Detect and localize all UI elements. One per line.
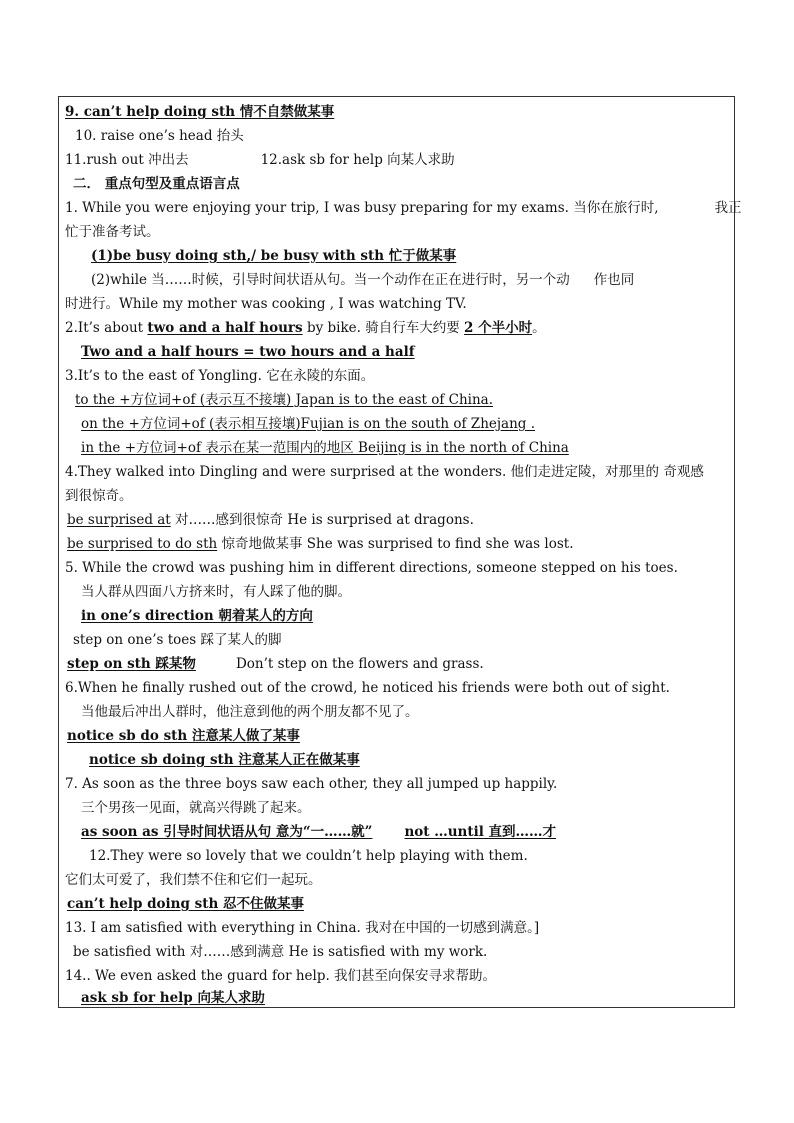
document-frame (58, 96, 742, 1008)
line-28: notice sb doing sth 注意某人正在做某事 (89, 752, 360, 768)
line-27: notice sb do sth 注意某人做了某事 (67, 728, 300, 744)
line-21: 当人群从四面八方挤来时，有人踩了他的脚。 (81, 584, 351, 600)
line-19: be surprised to do sth 惊奇地做某事 She was surprised to find she was lost. (67, 536, 574, 552)
line-1: 9. can’t help doing sth 情不自禁做某事 (65, 104, 335, 120)
line-13: to the +方位词+of (表示互不接壤) Japan is to the east of China. (75, 392, 493, 408)
line-5: 1. While you were enjoying your trip, I was busy preparing for my exams. 当你在旅行时, 我正 (65, 200, 742, 216)
line-32: 12.They were so lovely that we couldn’t help playing with them. (89, 848, 528, 864)
line-8: (2)while 当……时候，引导时间状语从句。当一个动作在正在进行时，另一个动 作也同 (91, 272, 635, 288)
line-11: Two and a half hours = two hours and a half (81, 344, 415, 360)
line-22: in one’s direction 朝着某人的方向 (81, 608, 313, 624)
line-6: 忙于准备考试。 (65, 224, 160, 240)
line-14: on the +方位词+of (表示相互接壤)Fujian is on the south of Zhejang . (81, 416, 536, 432)
line-12: 3.It’s to the east of Yongling. 它在永陵的东面。 (65, 368, 375, 384)
line-36: be satisfied with 对……感到满意 He is satisfied with my work. (73, 944, 488, 960)
line-38: ask sb for help 向某人求助 (81, 990, 265, 1006)
line-20: 5. While the crowd was pushing him in different directions, someone stepped on his toes. (65, 560, 678, 576)
line-37: 14.. We even asked the guard for help. 我们甚至向保安寻求帮助。 (65, 968, 497, 984)
line-3: 11.rush out 冲出去 12.ask sb for help 向某人求助 (65, 152, 455, 168)
line-26: 当他最后冲出人群时，他注意到他的两个朋友都不见了。 (81, 704, 419, 720)
line-15: in the +方位词+of 表示在某一范围内的地区 Beijing is in the north of China (81, 440, 569, 456)
line-25: 6.When he finally rushed out of the crowd, he noticed his friends were both out of sight. (65, 680, 670, 696)
line-33: 它们太可爱了，我们禁不住和它们一起玩。 (65, 872, 322, 888)
line-29: 7. As soon as the three boys saw each other, they all jumped up happily. (65, 776, 558, 792)
line-16: 4.They walked into Dingling and were surprised at the wonders. 他们走进定陵，对那里的 奇观感 (65, 464, 704, 480)
line-7: (1)be busy doing sth,/ be busy with sth 忙于做某事 (91, 248, 457, 264)
section-heading: 二． 重点句型及重点语言点 (73, 176, 240, 192)
line-2: 10. raise one’s head 抬头 (75, 128, 244, 144)
line-10: 2.It’s about two and a half hours by bike. 骑自行车大约要 2 个半小时。 (65, 320, 546, 336)
line-31: as soon as 引导时间状语从句 意为“一……就” not …until 直到……才 (81, 824, 557, 840)
line-30: 三个男孩一见面，就高兴得跳了起来。 (81, 800, 311, 816)
line-23: step on one’s toes 踩了某人的脚 (73, 632, 282, 648)
line-18: be surprised at 对……感到很惊奇 He is surprised at dragons. (67, 512, 474, 528)
line-17: 到很惊奇。 (65, 488, 133, 504)
line-24: step on sth 踩某物 Don’t step on the flowers and grass. (67, 656, 484, 672)
line-34: can’t help doing sth 忍不住做某事 (67, 896, 304, 912)
line-9: 时进行。While my mother was cooking , I was watching TV. (65, 296, 467, 312)
line-35: 13. I am satisfied with everything in China. 我对在中国的一切感到满意。] (65, 920, 540, 936)
